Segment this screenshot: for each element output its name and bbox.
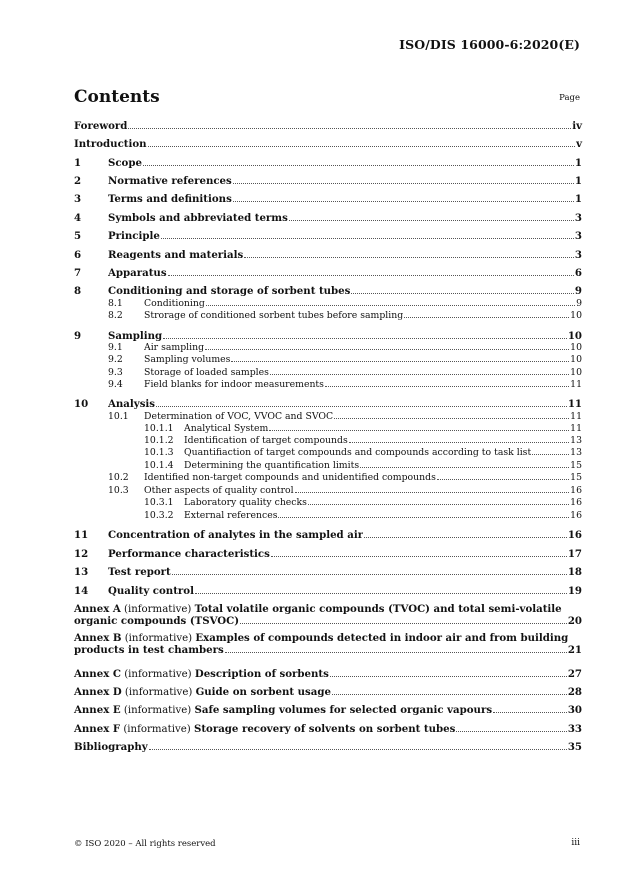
annex-title-continued: organic compounds (TSVOC) [74, 615, 240, 627]
dot-leader [148, 146, 576, 147]
toc-entry-label: Sampling volumes [144, 354, 231, 365]
toc-entry-number: 14 [74, 585, 89, 597]
toc-entry-page: 19 [567, 585, 582, 597]
toc-entry[interactable] [74, 447, 582, 459]
toc-entry[interactable] [74, 411, 582, 423]
toc-entry[interactable] [74, 460, 582, 472]
dot-leader [233, 201, 574, 202]
toc-entry-number: 5 [74, 230, 82, 242]
toc-entry[interactable] [74, 157, 582, 171]
toc-entry-label: Symbols and abbreviated terms [108, 212, 288, 224]
toc-entry-number: 8.2 [108, 310, 123, 321]
toc-entry-label: Conditioning and storage of sorbent tubes [108, 285, 351, 297]
toc-entry-number: 7 [74, 267, 82, 279]
annex-prefix: Annex E [74, 704, 121, 716]
toc-entry-label: External references [184, 510, 278, 521]
toc-entry-page: 16 [567, 529, 582, 541]
toc-entry[interactable] [74, 472, 582, 484]
toc-entry-number: 9.1 [108, 342, 123, 353]
toc-entry-label: Analytical System [184, 423, 269, 434]
toc-entry[interactable] [74, 230, 582, 244]
toc-entry-number: 9.4 [108, 379, 123, 390]
dot-leader [172, 574, 567, 575]
toc-entry-page: 6 [574, 267, 582, 279]
toc-entry[interactable] [74, 212, 582, 226]
annex-page: 30 [567, 704, 582, 716]
dot-leader [156, 406, 567, 407]
toc-entry-number: 13 [74, 566, 89, 578]
toc-entry[interactable] [74, 249, 582, 263]
toc-entry[interactable] [74, 566, 582, 580]
toc-entry[interactable] [74, 267, 582, 281]
annex-entry[interactable] [74, 632, 582, 656]
annex-entry[interactable] [74, 686, 582, 698]
dot-leader [404, 317, 569, 318]
toc-entry-label: Performance characteristics [108, 548, 270, 560]
toc-entry-label: Bibliography [74, 741, 148, 753]
dot-leader [364, 537, 567, 538]
annex-informative-tag: (informative) [124, 633, 193, 644]
toc-entry[interactable] [74, 485, 582, 497]
toc-entry-page: 18 [567, 566, 582, 578]
dot-leader [360, 467, 569, 468]
toc-entry-number: 9.2 [108, 354, 123, 365]
annex-prefix: Annex C [74, 668, 121, 680]
toc-entry[interactable] [74, 510, 582, 522]
annex-entry[interactable] [74, 668, 582, 680]
annex-informative-tag: (informative) [123, 705, 192, 716]
toc-entry-label: Other aspects of quality control [144, 485, 294, 496]
dot-leader [289, 220, 574, 221]
toc-entry[interactable] [74, 193, 582, 207]
toc-entry-number: 8 [74, 285, 82, 297]
toc-entry-number: 10.1 [108, 411, 129, 422]
toc-entry-label: Apparatus [108, 267, 167, 279]
toc-entry-label: Conditioning [144, 298, 205, 309]
toc-entry-page: 3 [574, 212, 582, 224]
toc-entry-number: 9.3 [108, 367, 123, 378]
annex-informative-tag: (informative) [123, 604, 192, 615]
toc-entry-page: 10 [570, 310, 582, 321]
toc-entry-number: 10.1.4 [144, 460, 174, 471]
annex-title-continued: products in test chambers [74, 644, 224, 656]
toc-entry-number: 6 [74, 249, 82, 261]
toc-entry-label: Test report [108, 566, 171, 578]
toc-entry-label: Quality control [108, 585, 194, 597]
toc-entry-page: 17 [567, 548, 582, 560]
toc-entry-label: Terms and definitions [108, 193, 232, 205]
annex-title: Description of sorbents [194, 668, 329, 680]
toc-entry[interactable] [74, 138, 582, 152]
toc-entry-page: 3 [574, 230, 582, 242]
toc-entry-label: Identification of target compounds [184, 435, 348, 446]
toc-entry-label: Determining the quantification limits [184, 460, 360, 471]
annex-prefix: Annex A [74, 603, 121, 615]
toc-entry[interactable] [74, 548, 582, 562]
toc-entry[interactable] [74, 175, 582, 189]
toc-entry-label: Scope [108, 157, 142, 169]
toc-entry[interactable] [74, 398, 582, 412]
toc-entry[interactable] [74, 379, 582, 391]
toc-entry-label: Laboratory quality checks [184, 497, 307, 508]
dot-leader [308, 504, 569, 505]
annex-title: Total volatile organic compounds (TVOC) and total semi-volatile [194, 603, 562, 615]
toc-entry[interactable] [74, 367, 582, 379]
dot-leader [278, 517, 569, 518]
toc-entry-page: 16 [570, 510, 582, 521]
toc-entry-number: 10.1.2 [144, 435, 174, 446]
toc-entry-page: 1 [574, 193, 582, 205]
dot-leader [295, 492, 570, 493]
dot-leader [351, 293, 574, 294]
dot-leader [206, 305, 575, 306]
toc-entry-page: 15 [570, 472, 582, 483]
toc-entry-label: Air sampling [144, 342, 205, 353]
toc-entry-page: 16 [570, 485, 582, 496]
dot-leader [128, 128, 571, 129]
toc-entry[interactable] [74, 120, 582, 134]
annex-page: 33 [567, 723, 582, 735]
dot-leader [225, 652, 567, 653]
toc-entry[interactable] [74, 435, 582, 447]
toc-entry-label: Sampling [108, 330, 163, 342]
toc-entry-page: 13 [570, 435, 582, 446]
toc-entry-page: 9 [574, 285, 582, 297]
annex-informative-tag: (informative) [123, 724, 191, 735]
toc-entry-page: v [576, 138, 582, 150]
dot-leader [271, 556, 567, 557]
document-id: ISO/DIS 16000-6:2020(E) [399, 37, 580, 52]
toc-entry-page: 35 [567, 741, 582, 753]
toc-entry-page: iv [572, 120, 582, 132]
annex-entry[interactable] [74, 723, 582, 735]
annex-prefix: Annex F [74, 723, 121, 735]
dot-leader [168, 275, 574, 276]
annex-page: 27 [567, 668, 582, 680]
toc-entry[interactable] [74, 342, 582, 354]
toc-entry[interactable] [74, 354, 582, 366]
toc-entry-page: 13 [570, 447, 582, 458]
annex-page: 21 [567, 644, 582, 656]
annex-title: Examples of compounds detected in indoor air and from building [195, 632, 569, 644]
toc-entry-number: 10.3.1 [144, 497, 174, 508]
toc-entry-bibliography[interactable] [74, 741, 582, 755]
toc-entry-page: 10 [570, 367, 582, 378]
toc-entry-number: 12 [74, 548, 89, 560]
dot-leader [161, 238, 574, 239]
toc-entry[interactable] [74, 529, 582, 543]
toc-entry-page: 10 [567, 330, 582, 342]
annex-page: 20 [567, 615, 582, 627]
toc-entry-number: 4 [74, 212, 82, 224]
annex-informative-tag: (informative) [124, 687, 193, 698]
toc-entry[interactable] [74, 310, 582, 322]
dot-leader [349, 442, 569, 443]
toc-entry[interactable] [74, 298, 582, 310]
toc-entry[interactable] [74, 423, 582, 435]
toc-entry-number: 10.1.3 [144, 447, 174, 458]
toc-entry-page: 11 [570, 379, 582, 390]
toc-entry-label: Introduction [74, 138, 147, 150]
dot-leader [437, 479, 569, 480]
copyright-notice: © ISO 2020 – All rights reserved [74, 839, 216, 849]
toc-entry[interactable] [74, 285, 582, 299]
dot-leader [195, 593, 567, 594]
dot-leader [163, 338, 567, 339]
toc-entry-label: Strorage of conditioned sorbent tubes before sampling [144, 310, 404, 321]
annex-prefix: Annex D [74, 686, 122, 698]
dot-leader [269, 430, 569, 431]
toc-entry-page: 3 [574, 249, 582, 261]
annex-title: Guide on sorbent usage [195, 686, 331, 698]
annex-prefix: Annex B [74, 632, 122, 644]
page-number: iii [571, 838, 580, 848]
dot-leader [334, 418, 569, 419]
toc-entry-page: 11 [567, 398, 582, 410]
toc-entry-page: 15 [570, 460, 582, 471]
toc-entry-label: Concentration of analytes in the sampled air [108, 529, 364, 541]
toc-entry-label: Foreword [74, 120, 128, 132]
toc-entry-number: 3 [74, 193, 82, 205]
toc-entry-number: 10.1.1 [144, 423, 174, 434]
dot-leader [231, 361, 569, 362]
toc-entry-label: Reagents and materials [108, 249, 244, 261]
toc-entry-label: Identified non-target compounds and unidentified compounds [144, 472, 436, 483]
toc-entry-number: 10 [74, 398, 89, 410]
annex-entry[interactable] [74, 704, 582, 716]
toc-entry[interactable] [74, 497, 582, 509]
toc-entry-number: 9 [74, 330, 82, 342]
toc-entry-label: Determination of VOC, VVOC and SVOC [144, 411, 334, 422]
annex-page: 28 [567, 686, 582, 698]
toc-entry-page: 9 [576, 298, 582, 309]
toc-entry-page: 11 [570, 411, 582, 422]
dot-leader [240, 623, 567, 624]
toc-entry-label: Field blanks for indoor measurements [144, 379, 324, 390]
toc-entry-number: 2 [74, 175, 82, 187]
toc-entry-page: 11 [570, 423, 582, 434]
toc-entry-number: 10.2 [108, 472, 129, 483]
dot-leader [205, 349, 569, 350]
toc-entry-page: 16 [570, 497, 582, 508]
dot-leader [330, 676, 567, 677]
annex-title: Safe sampling volumes for selected organic vapours [194, 704, 493, 716]
annex-title: Storage recovery of solvents on sorbent tubes [193, 723, 456, 735]
toc-entry-label: Storage of loaded samples [144, 367, 269, 378]
toc-entry-page: 1 [574, 175, 582, 187]
toc-entry-number: 11 [74, 529, 89, 541]
toc-entry-label: Normative references [108, 175, 232, 187]
toc-entry[interactable] [74, 585, 582, 599]
dot-leader [149, 749, 567, 750]
toc-entry-label: Quantifiaction of target compounds and compounds according to task list [184, 447, 532, 458]
toc-entry-number: 10.3 [108, 485, 129, 496]
toc-entry-page: 10 [570, 354, 582, 365]
dot-leader [143, 165, 574, 166]
toc-entry-number: 8.1 [108, 298, 123, 309]
dot-leader [325, 386, 569, 387]
dot-leader [493, 712, 567, 713]
dot-leader [270, 374, 569, 375]
toc-entry-page: 10 [570, 342, 582, 353]
dot-leader [456, 731, 566, 732]
page-title: Contents [74, 87, 160, 107]
dot-leader [332, 694, 567, 695]
toc-entry-page: 1 [574, 157, 582, 169]
dot-leader [233, 183, 574, 184]
dot-leader [244, 257, 574, 258]
annex-informative-tag: (informative) [124, 669, 192, 680]
toc-entry-number: 10.3.2 [144, 510, 174, 521]
toc-entry-label: Principle [108, 230, 160, 242]
toc-entry-number: 1 [74, 157, 82, 169]
dot-leader [532, 454, 569, 455]
page-column-label: Page [559, 93, 580, 103]
annex-entry[interactable] [74, 603, 582, 627]
toc-entry-label: Analysis [108, 398, 156, 410]
